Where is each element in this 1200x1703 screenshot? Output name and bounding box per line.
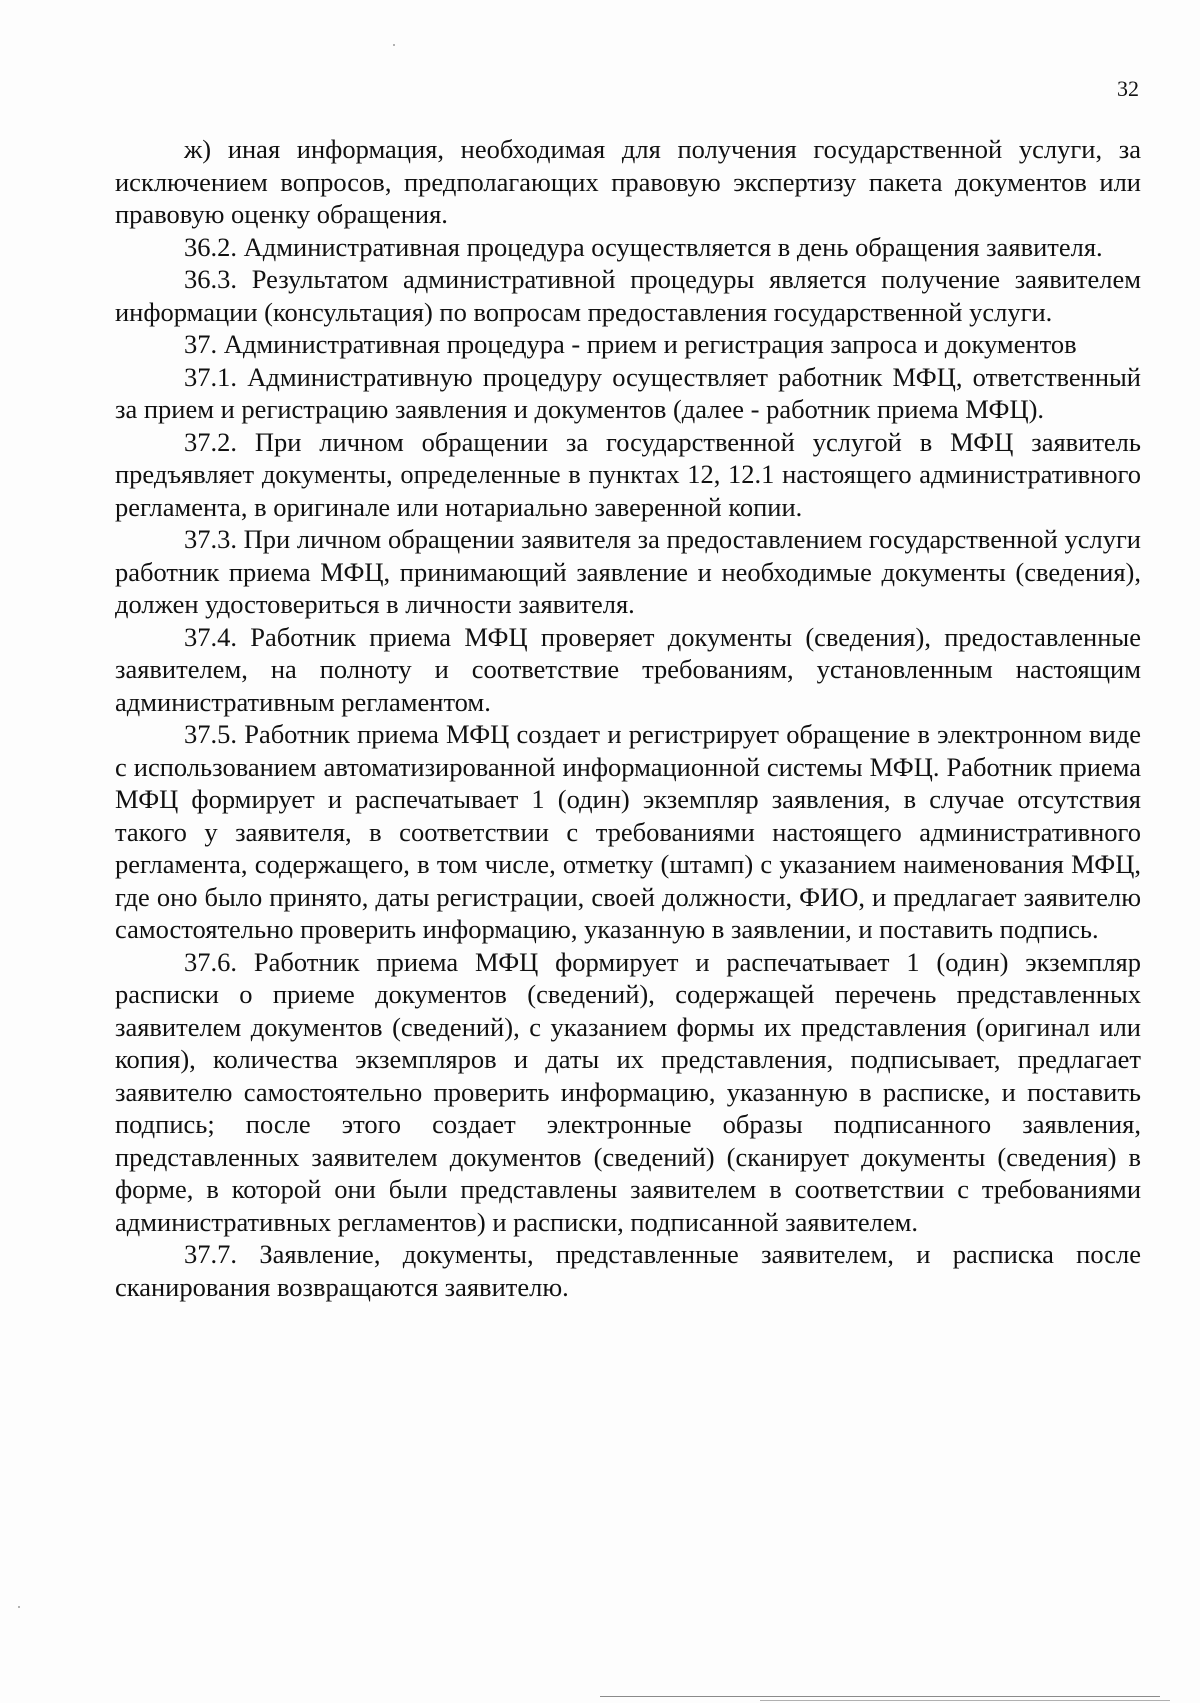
paragraph-37-1: 37.1. Административную процедуру осуществляет работник МФЦ, ответственный за прием и регистрацию заявления и документов (далее - работник приема МФЦ). xyxy=(115,361,1141,424)
paragraph-37-4: 37.4. Работник приема МФЦ проверяет документы (сведения), предоставленные заявителем, на полноту и соответствие требованиям, установленным настоящим административным регламентом. xyxy=(115,621,1141,717)
scan-edge-line-secondary xyxy=(760,1700,1170,1701)
paragraph-37-heading: 37. Административная процедура - прием и регистрация запроса и документов xyxy=(184,329,1077,359)
paragraph-36-2: 36.2. Административная процедура осуществляется в день обращения заявителя. xyxy=(184,231,1103,262)
paragraph-37-5: 37.5. Работник приема МФЦ создает и регистрирует обращение в электронном виде с использованием автоматизированной информационной системы МФЦ. Работник приема МФЦ формирует и распечатывает 1 (один) экземпляр заявления, в случае отсутствия такого у заявителя, в соответствии с требованиями настоящего административного регламента, содержащего, в том числе, отметку (штамп) с указанием наименования МФЦ, где оно было принято, даты регистрации, своей должности, ФИО, и предлагает заявителю самостоятельно проверить информацию, указанную в заявлении, и поставить подпись. xyxy=(115,719,1141,944)
paragraph-36-3: 36.3. Результатом административной процедуры является получение заявителем информации (консультация) по вопросам предоставления государственной услуги. xyxy=(115,264,1141,327)
scan-speck xyxy=(18,1606,20,1608)
scan-edge-line xyxy=(600,1696,1160,1697)
document-body xyxy=(115,133,1141,1303)
paragraph-37-7: 37.7. Заявление, документы, представленные заявителем, и расписка после сканирования возвращаются заявителю. xyxy=(115,1239,1141,1302)
paragraph-item-zh: ж) иная информация, необходимая для получения государственной услуги, за исключением вопросов, предполагающих правовую экспертизу пакета документов или правовую оценку обращения. xyxy=(115,134,1141,229)
page-number: 32 xyxy=(1117,76,1139,101)
paragraph-37-6: 37.6. Работник приема МФЦ формирует и распечатывает 1 (один) экземпляр расписки о приеме документов (сведений), содержащей перечень представленных заявителем документов (сведений), с указанием формы их представления (оригинал или копия), количества экземпляров и даты их представления, подписывает, предлагает заявителю самостоятельно проверить информацию, указанную в расписке, и поставить подпись; после этого создает электронные образы подписанного заявления, представленных заявителем документов (сведений) (сканирует документы (сведения) в форме, в которой они были представлены заявителем в соответствии с требованиями административных регламентов) и расписки, подписанной заявителем. xyxy=(115,946,1141,1237)
paragraph-37-2: 37.2. При личном обращении за государственной услугой в МФЦ заявитель предъявляет документы, определенные в пунктах 12, 12.1 настоящего административного регламента, в оригинале или нотариально заверенной копии. xyxy=(115,426,1141,522)
paragraph-37-3: 37.3. При личном обращении заявителя за предоставлением государственной услуги работник приема МФЦ, принимающий заявление и необходимые документы (сведения), должен удостовериться в личности заявителя. xyxy=(115,524,1141,619)
scan-speck xyxy=(393,44,395,46)
